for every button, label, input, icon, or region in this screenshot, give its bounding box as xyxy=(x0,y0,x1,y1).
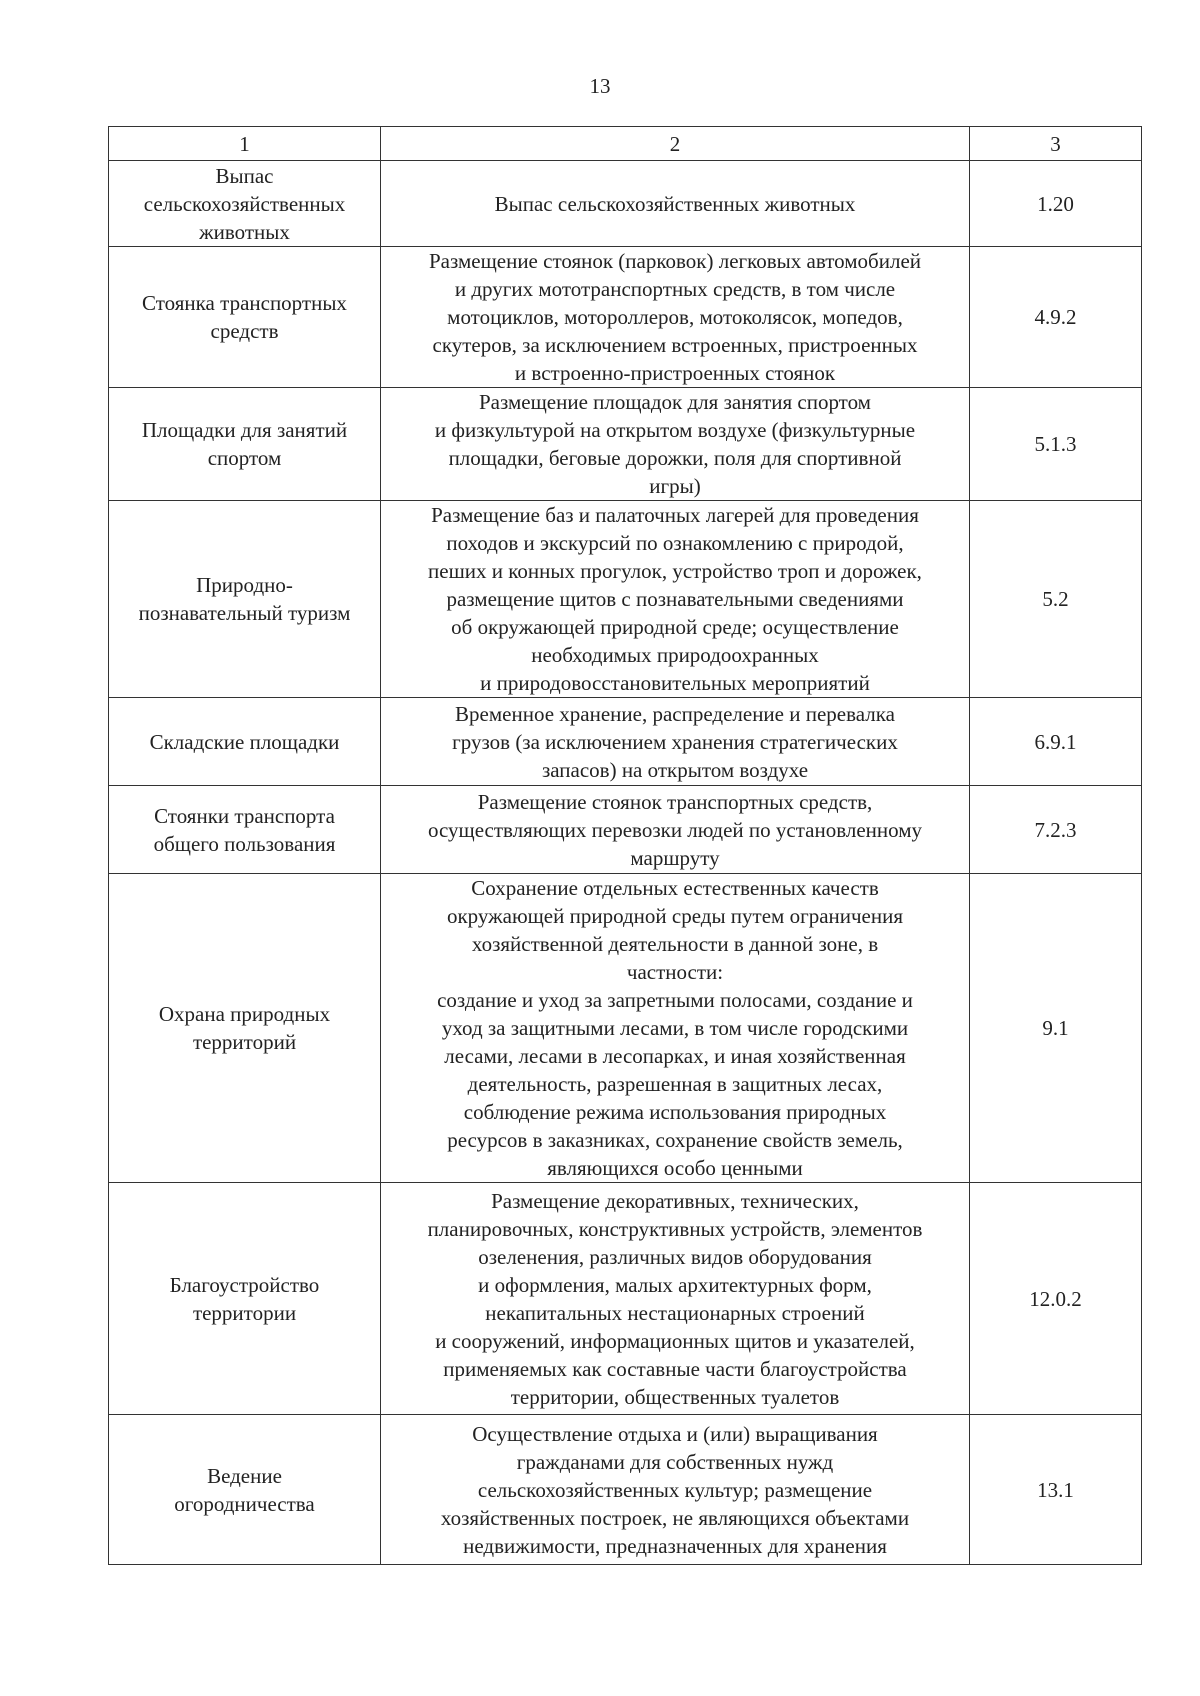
use-description-cell xyxy=(381,1183,970,1415)
use-description-cell xyxy=(381,874,970,1183)
use-code-cell: 6.9.1 xyxy=(970,698,1142,786)
description-line: соблюдение режима использования природных xyxy=(463,1100,887,1124)
table-row xyxy=(109,501,1142,698)
use-description-cell xyxy=(381,786,970,874)
table-row xyxy=(109,161,1142,247)
use-name-cell xyxy=(109,501,381,698)
use-name-cell xyxy=(109,161,381,247)
description-line: площадки, беговые дорожки, поля для спортивной xyxy=(448,446,902,470)
table-row xyxy=(109,388,1142,501)
use-name-line: средств xyxy=(210,319,279,343)
use-name-cell xyxy=(109,247,381,388)
description-line: и оформления, малых архитектурных форм, xyxy=(478,1272,872,1297)
use-code-cell: 5.1.3 xyxy=(970,388,1142,501)
use-name-cell xyxy=(109,388,381,501)
table-row xyxy=(109,1183,1142,1415)
description-line: некапитальных нестационарных строений xyxy=(485,1300,865,1325)
use-name-line: Складские площадки xyxy=(149,729,340,754)
description-line: Размещение декоративных, технических, xyxy=(491,1188,859,1213)
description-line: хозяйственных построек, не являющихся объектами xyxy=(440,1505,910,1530)
use-name-line: Природно- xyxy=(196,573,293,597)
description-line: ресурсов в заказниках, сохранение свойств земель, xyxy=(447,1128,903,1152)
description-line: необходимых природоохранных xyxy=(531,643,819,667)
column-header-1: 1 xyxy=(109,127,381,161)
description-line: Размещение стоянок транспортных средств, xyxy=(477,789,873,814)
description-line: применяемых как составные части благоустройства xyxy=(443,1356,907,1381)
description-line: гражданами для собственных нужд xyxy=(516,1449,834,1474)
table-row xyxy=(109,874,1142,1183)
use-description-cell xyxy=(381,161,970,247)
table-row xyxy=(109,1415,1142,1565)
description-line: Размещение стоянок (парковок) легковых автомобилей xyxy=(428,249,921,273)
description-line: и сооружений, информационных щитов и указателей, xyxy=(435,1328,915,1353)
description-line: Размещение площадок для занятия спортом xyxy=(479,390,871,414)
use-name-line: территорий xyxy=(192,1030,297,1054)
use-name-cell xyxy=(109,786,381,874)
description-line: и других мототранспортных средств, в том числе xyxy=(454,277,896,301)
description-line: запасов) на открытом воздухе xyxy=(541,757,809,782)
use-code-cell: 5.2 xyxy=(970,501,1142,698)
description-line: грузов (за исключением хранения стратегических xyxy=(452,729,898,754)
description-line: территории, общественных туалетов xyxy=(510,1384,840,1409)
use-description-cell xyxy=(381,1415,970,1565)
use-code-cell: 1.20 xyxy=(970,161,1142,247)
use-name-line: Ведение xyxy=(207,1463,282,1488)
use-name-line: сельскохозяйственных xyxy=(143,191,346,216)
description-line: Сохранение отдельных естественных качеств xyxy=(471,876,879,900)
table-header-row xyxy=(109,127,1142,161)
description-line: скутеров, за исключением встроенных, пристроенных xyxy=(432,333,918,357)
use-name-line: Охрана природных xyxy=(158,1002,331,1026)
use-name-line: Выпас xyxy=(215,163,274,188)
use-code-cell: 4.9.2 xyxy=(970,247,1142,388)
use-description-cell xyxy=(381,698,970,786)
description-line: частности: xyxy=(626,960,724,984)
description-line: маршруту xyxy=(630,845,720,870)
use-description-cell xyxy=(381,501,970,698)
use-name-line: познавательный туризм xyxy=(138,601,351,625)
column-header-3: 3 xyxy=(970,127,1142,161)
description-line: и физкультурой на открытом воздухе (физкультурные xyxy=(434,418,916,442)
use-name-line: спортом xyxy=(207,446,282,470)
description-line: недвижимости, предназначенных для хранения xyxy=(463,1533,887,1558)
land-use-table xyxy=(108,126,1142,1565)
column-header-2: 2 xyxy=(381,127,970,161)
description-line: и встроенно-пристроенных стоянок xyxy=(514,361,836,385)
use-name-line: Стоянки транспорта xyxy=(154,803,335,828)
use-code-cell: 13.1 xyxy=(970,1415,1142,1565)
use-name-line: территории xyxy=(192,1300,297,1325)
description-line: деятельность, разрешенная в защитных лесах, xyxy=(467,1072,883,1096)
description-line: пеших и конных прогулок, устройство троп и дорожек, xyxy=(428,559,922,583)
use-description-cell xyxy=(381,388,970,501)
description-line: создание и уход за запретными полосами, создание и xyxy=(437,988,913,1012)
table-row xyxy=(109,698,1142,786)
description-line: об окружающей природной среде; осуществление xyxy=(451,615,899,639)
description-line: хозяйственной деятельности в данной зоне, в xyxy=(471,932,879,956)
table-row xyxy=(109,247,1142,388)
use-code-cell: 7.2.3 xyxy=(970,786,1142,874)
description-line: Выпас сельскохозяйственных животных xyxy=(494,191,856,216)
description-line: размещение щитов с познавательными сведениями xyxy=(446,587,904,611)
table-row xyxy=(109,786,1142,874)
description-line: окружающей природной среды путем ограничения xyxy=(446,904,904,928)
description-line: планировочных, конструктивных устройств, элементов xyxy=(427,1216,923,1241)
description-line: осуществляющих перевозки людей по установленному xyxy=(427,817,923,842)
description-line: сельскохозяйственных культур; размещение xyxy=(477,1477,873,1502)
use-name-line: Благоустройство xyxy=(169,1272,320,1297)
description-line: и природовосстановительных мероприятий xyxy=(480,671,870,695)
description-line: Размещение баз и палаточных лагерей для проведения xyxy=(431,503,919,527)
use-code-cell: 12.0.2 xyxy=(970,1183,1142,1415)
use-name-cell xyxy=(109,1415,381,1565)
use-name-cell xyxy=(109,698,381,786)
use-name-line: общего пользования xyxy=(153,831,336,856)
use-name-line: Площадки для занятий xyxy=(141,418,348,442)
description-line: походов и экскурсий по ознакомлению с природой, xyxy=(446,531,904,555)
use-name-cell xyxy=(109,874,381,1183)
use-name-line: огородничества xyxy=(174,1491,315,1516)
description-line: Временное хранение, распределение и перевалка xyxy=(455,701,895,726)
use-name-cell xyxy=(109,1183,381,1415)
description-line: Осуществление отдыха и (или) выращивания xyxy=(472,1421,878,1446)
description-line: уход за защитными лесами, в том числе городскими xyxy=(441,1016,909,1040)
use-name-line: Стоянка транспортных xyxy=(142,291,347,315)
use-description-cell xyxy=(381,247,970,388)
description-line: озеленения, различных видов оборудования xyxy=(478,1244,872,1269)
page-number: 13 xyxy=(589,74,611,98)
use-name-line: животных xyxy=(199,219,290,244)
description-line: мотоциклов, мотороллеров, мотоколясок, мопедов, xyxy=(447,305,903,329)
description-line: игры) xyxy=(649,474,701,498)
use-code-cell: 9.1 xyxy=(970,874,1142,1183)
description-line: являющихся особо ценными xyxy=(547,1156,803,1180)
description-line: лесами, лесами в лесопарках, и иная хозяйственная xyxy=(444,1044,906,1068)
